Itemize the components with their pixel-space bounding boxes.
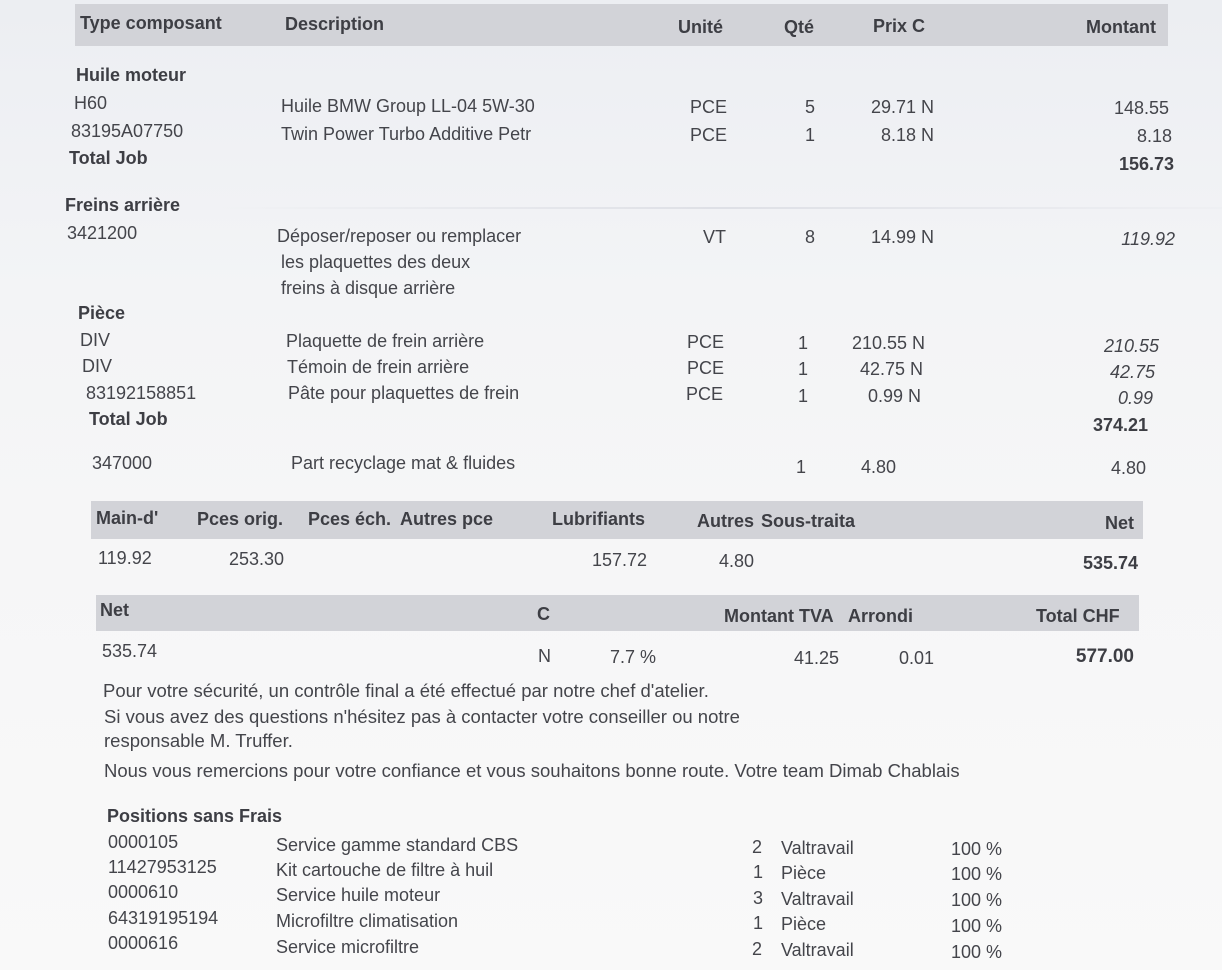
line-unit: VT	[703, 227, 727, 247]
free-percent: 100 %	[951, 942, 1003, 962]
free-percent: 100 %	[951, 839, 1003, 859]
line-price: 8.18 N	[880, 125, 934, 145]
line-amount: 119.92	[1121, 229, 1175, 249]
line-amount: 42.75	[1109, 362, 1155, 382]
line-qty: 1	[798, 359, 809, 379]
line-qty: 1	[798, 333, 809, 353]
free-unit: Valtravail	[781, 838, 854, 858]
summary-header-autres: Autres	[697, 511, 755, 531]
section-title-freins: Freins arrière	[65, 195, 181, 215]
free-description: Microfiltre climatisation	[276, 911, 459, 931]
line-description: Plaquette de frein arrière	[286, 331, 485, 351]
summary-header-main: Main-d'	[96, 508, 159, 528]
line-qty: 1	[798, 386, 809, 406]
line-amount: 210.55	[1103, 336, 1159, 356]
line-price: 14.99 N	[870, 227, 934, 247]
free-percent: 100 %	[951, 890, 1003, 910]
free-code: 11427953125	[108, 857, 217, 877]
closing-message-line: Nous vous remercions pour votre confiance et vous souhaitons bonne route. Votre team Dimab Chablais	[104, 760, 960, 781]
summary-value-net: 535.74	[1082, 553, 1138, 573]
summary-header-lub: Lubrifiants	[552, 509, 645, 529]
line-description: Part recyclage mat & fluides	[291, 453, 516, 473]
vat-value-c: N	[538, 646, 551, 666]
vat-header-montant: Montant TVA	[724, 606, 834, 626]
closing-message-line: Pour votre sécurité, un contrôle final a été effectué par notre chef d'atelier.	[103, 680, 709, 701]
line-qty: 1	[805, 125, 816, 145]
line-unit: PCE	[686, 384, 724, 404]
free-description: Kit cartouche de filtre à huil	[276, 860, 494, 880]
summary-header-autres-pce: Autres pce	[400, 509, 494, 529]
header-unit: Unité	[678, 17, 723, 37]
line-description: les plaquettes des deux	[281, 252, 471, 272]
line-code: 83192158851	[86, 383, 197, 403]
line-qty: 1	[796, 457, 807, 477]
line-code: DIV	[80, 330, 111, 350]
free-qty: 2	[752, 837, 763, 857]
free-percent: 100 %	[951, 916, 1003, 936]
line-code: 3421200	[67, 223, 138, 243]
closing-message-line: Si vous avez des questions n'hésitez pas à contacter votre conseiller ou notre	[104, 706, 740, 727]
summary-header-sous: Sous-traita	[761, 511, 856, 531]
free-qty: 1	[753, 862, 764, 882]
header-price: Prix C	[873, 16, 926, 36]
line-price: 29.71 N	[870, 97, 934, 117]
summary-header-ech: Pces éch.	[308, 509, 392, 529]
line-code: 347000	[92, 453, 153, 473]
free-unit: Pièce	[781, 914, 827, 934]
free-qty: 3	[753, 888, 764, 908]
vat-header-c: C	[537, 604, 550, 624]
vat-header-arrondi: Arrondi	[848, 606, 913, 626]
free-positions-title: Positions sans Frais	[107, 806, 283, 826]
free-description: Service huile moteur	[276, 885, 441, 905]
summary-header-orig: Pces orig.	[197, 509, 284, 529]
line-amount: 148.55	[1113, 98, 1169, 118]
vat-value-rate: 7.7 %	[610, 647, 657, 667]
line-amount: 4.80	[1110, 458, 1146, 478]
header-amount: Montant	[1086, 17, 1156, 37]
line-code: H60	[74, 93, 108, 113]
header-description: Description	[285, 14, 385, 34]
vat-value-montant: 41.25	[794, 648, 840, 668]
total-job-label: Total Job	[69, 148, 148, 168]
line-description: Déposer/reposer ou remplacer	[277, 226, 522, 246]
line-description: Twin Power Turbo Additive Petr	[281, 124, 532, 144]
summary-value-main: 119.92	[98, 548, 152, 568]
line-code: 83195A07750	[71, 121, 184, 141]
line-code: DIV	[82, 356, 113, 376]
vat-header-band	[96, 595, 1139, 631]
line-description: Huile BMW Group LL-04 5W-30	[281, 96, 535, 116]
header-type: Type composant	[80, 13, 222, 33]
line-amount: 0.99	[1117, 388, 1153, 408]
line-description: freins à disque arrière	[281, 278, 456, 298]
line-unit: PCE	[690, 97, 728, 117]
closing-message-line: responsable M. Truffer.	[104, 730, 293, 751]
total-job-amount: 374.21	[1092, 415, 1148, 435]
free-code: 0000105	[108, 832, 179, 852]
summary-value-autres: 4.80	[719, 551, 755, 571]
line-qty: 5	[805, 97, 816, 117]
summary-value-lub: 157.72	[592, 550, 648, 570]
vat-header-net: Net	[100, 600, 130, 620]
line-price: 4.80	[861, 457, 897, 477]
line-description: Pâte pour plaquettes de frein	[288, 383, 520, 403]
line-unit: PCE	[690, 125, 728, 145]
free-description: Service microfiltre	[276, 937, 420, 957]
line-price: 210.55 N	[851, 333, 925, 353]
free-code: 64319195194	[108, 908, 219, 928]
paper-fold	[220, 207, 1222, 209]
header-qty: Qté	[784, 17, 815, 37]
section-title-piece: Pièce	[78, 303, 126, 323]
vat-value-net: 535.74	[102, 641, 158, 661]
line-price: 42.75 N	[859, 359, 923, 379]
free-code: 0000616	[108, 933, 179, 953]
line-amount: 8.18	[1136, 126, 1172, 146]
vat-value-total: 577.00	[1075, 646, 1134, 667]
items-header-band	[75, 4, 1168, 46]
total-job-amount: 156.73	[1118, 154, 1174, 174]
line-price: 0.99 N	[867, 386, 921, 406]
free-qty: 1	[753, 913, 764, 933]
summary-header-net: Net	[1105, 513, 1135, 533]
free-code: 0000610	[108, 882, 179, 902]
free-unit: Valtravail	[781, 940, 854, 960]
free-unit: Valtravail	[781, 889, 854, 909]
vat-header-total: Total CHF	[1036, 606, 1120, 626]
line-unit: PCE	[687, 332, 725, 352]
free-percent: 100 %	[951, 864, 1003, 884]
line-qty: 8	[805, 227, 816, 247]
section-title-huile: Huile moteur	[76, 65, 187, 85]
free-unit: Pièce	[781, 863, 827, 883]
total-job-label: Total Job	[89, 409, 168, 429]
vat-value-arrondi: 0.01	[899, 648, 935, 668]
line-description: Témoin de frein arrière	[287, 357, 470, 377]
summary-value-orig: 253.30	[229, 549, 285, 569]
free-description: Service gamme standard CBS	[276, 835, 519, 855]
free-qty: 2	[752, 939, 763, 959]
line-unit: PCE	[687, 358, 725, 378]
